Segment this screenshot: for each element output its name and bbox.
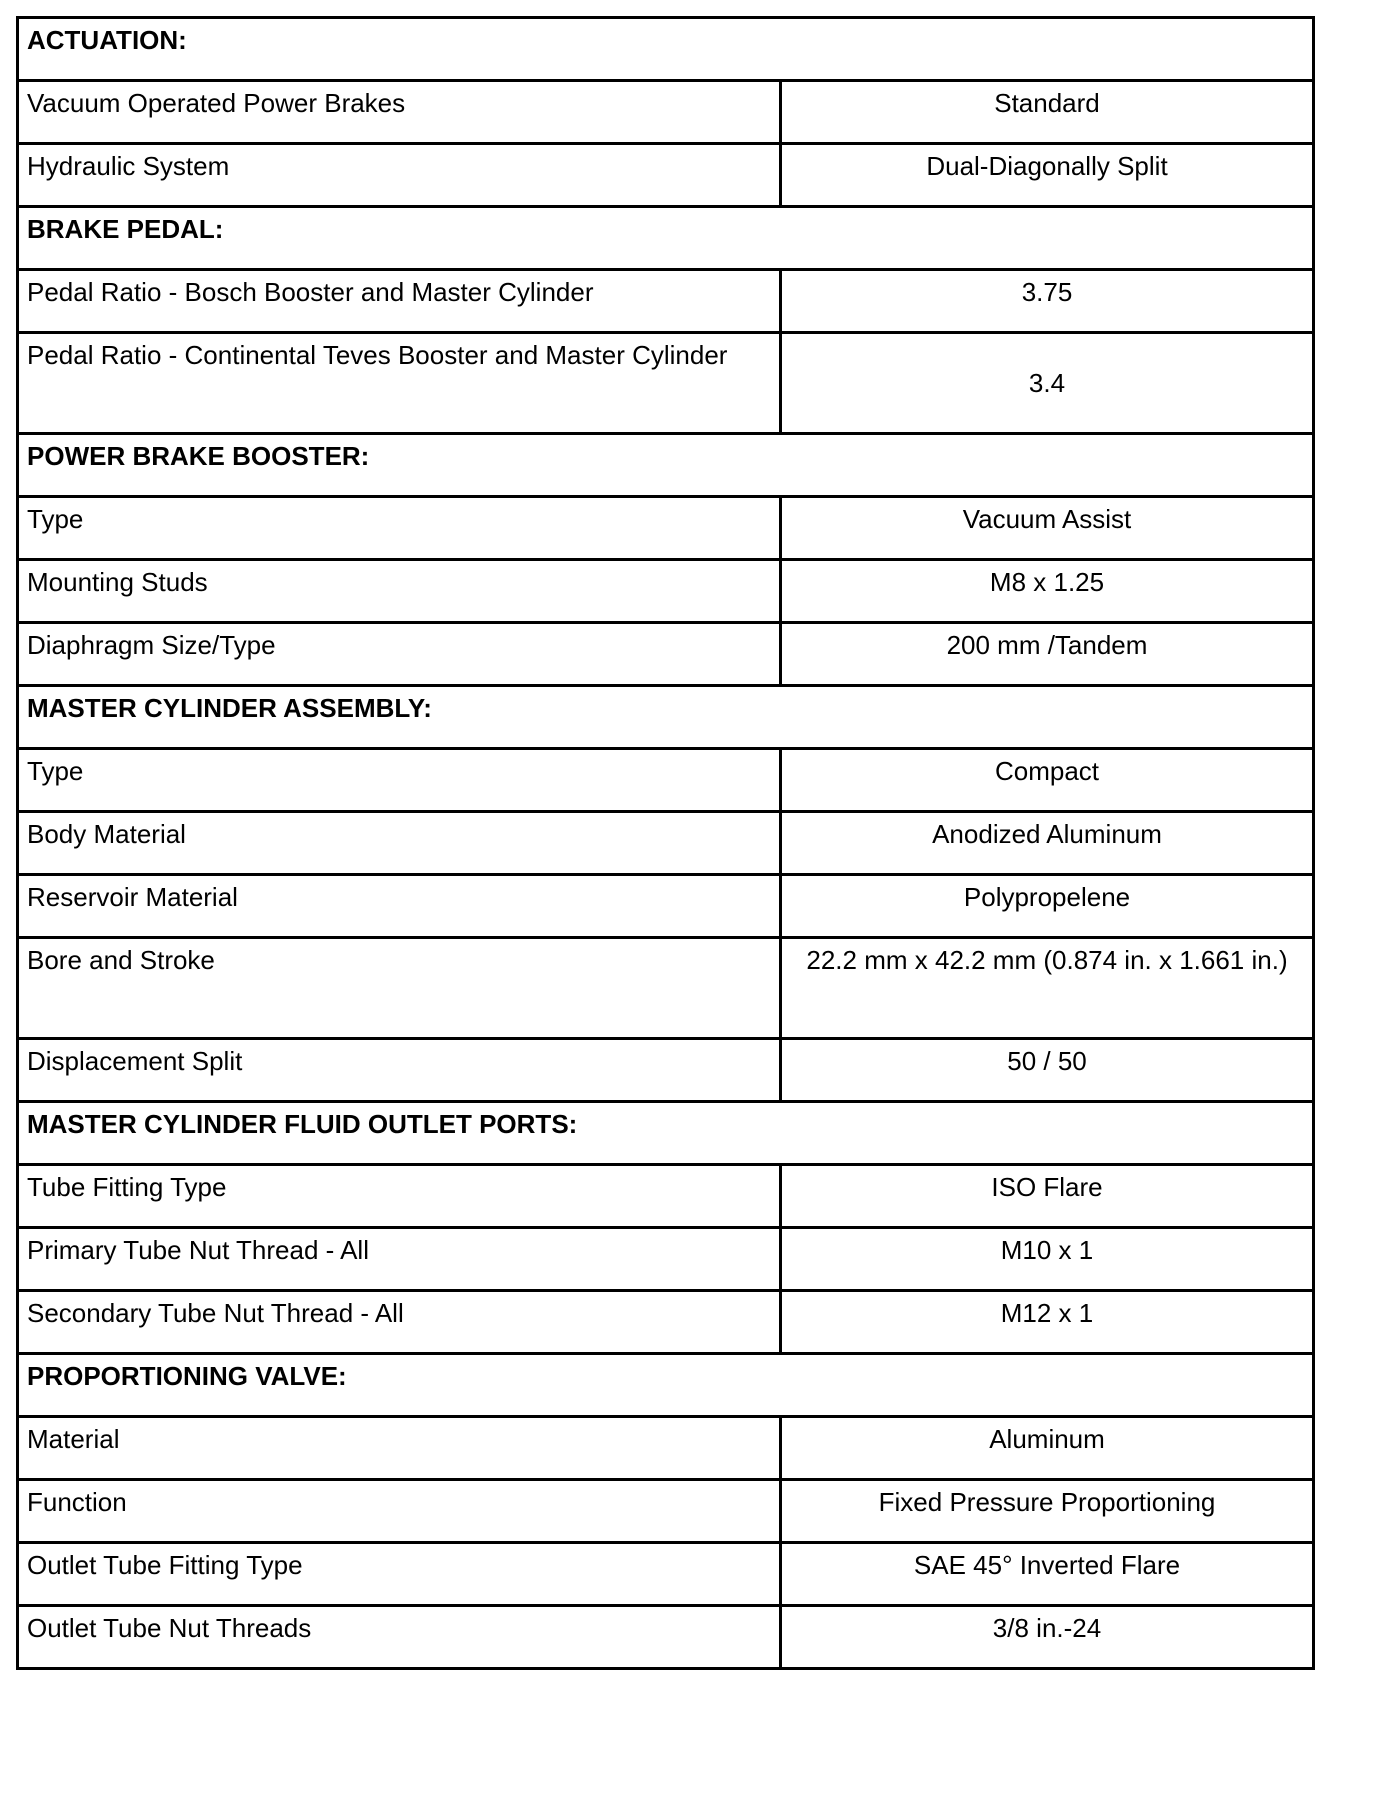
- spec-label: Primary Tube Nut Thread - All: [18, 1228, 781, 1291]
- spec-label: Type: [18, 497, 781, 560]
- spec-value: SAE 45° Inverted Flare: [781, 1543, 1314, 1606]
- brake-specifications-table: [16, 16, 1315, 1670]
- table-row: [18, 81, 1314, 144]
- spec-value: M12 x 1: [781, 1291, 1314, 1354]
- spec-value: Polypropelene: [781, 875, 1314, 938]
- section-title-actuation: ACTUATION:: [18, 18, 1314, 81]
- table-row: [18, 1228, 1314, 1291]
- spec-label: Displacement Split: [18, 1039, 781, 1102]
- spec-value: M8 x 1.25: [781, 560, 1314, 623]
- spec-label: Function: [18, 1480, 781, 1543]
- spec-label: Outlet Tube Nut Threads: [18, 1606, 781, 1669]
- spec-value: 200 mm /Tandem: [781, 623, 1314, 686]
- section-header-row: [18, 207, 1314, 270]
- section-header-row: [18, 18, 1314, 81]
- spec-label: Secondary Tube Nut Thread - All: [18, 1291, 781, 1354]
- spec-label: Body Material: [18, 812, 781, 875]
- section-title-brake-pedal: BRAKE PEDAL:: [18, 207, 1314, 270]
- section-title-master-cylinder-assembly: MASTER CYLINDER ASSEMBLY:: [18, 686, 1314, 749]
- spec-value: Vacuum Assist: [781, 497, 1314, 560]
- spec-label: Outlet Tube Fitting Type: [18, 1543, 781, 1606]
- spec-label: Bore and Stroke: [18, 938, 781, 1039]
- table-row: [18, 1165, 1314, 1228]
- section-header-row: [18, 434, 1314, 497]
- table-row: [18, 1291, 1314, 1354]
- table-row: [18, 144, 1314, 207]
- table-row: [18, 1480, 1314, 1543]
- spec-value: 22.2 mm x 42.2 mm (0.874 in. x 1.661 in.): [781, 938, 1314, 1039]
- spec-value: Fixed Pressure Proportioning: [781, 1480, 1314, 1543]
- table-row: [18, 333, 1314, 434]
- spec-value: 3/8 in.-24: [781, 1606, 1314, 1669]
- spec-label: Mounting Studs: [18, 560, 781, 623]
- table-row: [18, 749, 1314, 812]
- spec-value: 3.75: [781, 270, 1314, 333]
- table-row: [18, 1417, 1314, 1480]
- spec-label: Hydraulic System: [18, 144, 781, 207]
- spec-label: Type: [18, 749, 781, 812]
- spec-value: Aluminum: [781, 1417, 1314, 1480]
- table-row: [18, 1039, 1314, 1102]
- spec-label: Pedal Ratio - Bosch Booster and Master Cylinder: [18, 270, 781, 333]
- table-row: [18, 812, 1314, 875]
- spec-value: M10 x 1: [781, 1228, 1314, 1291]
- table-row: [18, 875, 1314, 938]
- spec-value: ISO Flare: [781, 1165, 1314, 1228]
- spec-label: Material: [18, 1417, 781, 1480]
- section-header-row: [18, 1354, 1314, 1417]
- spec-label: Vacuum Operated Power Brakes: [18, 81, 781, 144]
- table-row: [18, 623, 1314, 686]
- spec-value: Standard: [781, 81, 1314, 144]
- spec-value: 50 / 50: [781, 1039, 1314, 1102]
- spec-label: Pedal Ratio - Continental Teves Booster and Master Cylinder: [18, 333, 781, 434]
- table-row: [18, 1543, 1314, 1606]
- spec-value: Anodized Aluminum: [781, 812, 1314, 875]
- section-title-power-brake-booster: POWER BRAKE BOOSTER:: [18, 434, 1314, 497]
- spec-value: 3.4: [781, 333, 1314, 434]
- table-row: [18, 1606, 1314, 1669]
- spec-label: Diaphragm Size/Type: [18, 623, 781, 686]
- table-row: [18, 938, 1314, 1039]
- section-header-row: [18, 1102, 1314, 1165]
- table-row: [18, 560, 1314, 623]
- table-row: [18, 270, 1314, 333]
- spec-value: Dual-Diagonally Split: [781, 144, 1314, 207]
- spec-label: Tube Fitting Type: [18, 1165, 781, 1228]
- table-row: [18, 497, 1314, 560]
- spec-label: Reservoir Material: [18, 875, 781, 938]
- section-title-fluid-outlet-ports: MASTER CYLINDER FLUID OUTLET PORTS:: [18, 1102, 1314, 1165]
- spec-value: Compact: [781, 749, 1314, 812]
- section-header-row: [18, 686, 1314, 749]
- section-title-proportioning-valve: PROPORTIONING VALVE:: [18, 1354, 1314, 1417]
